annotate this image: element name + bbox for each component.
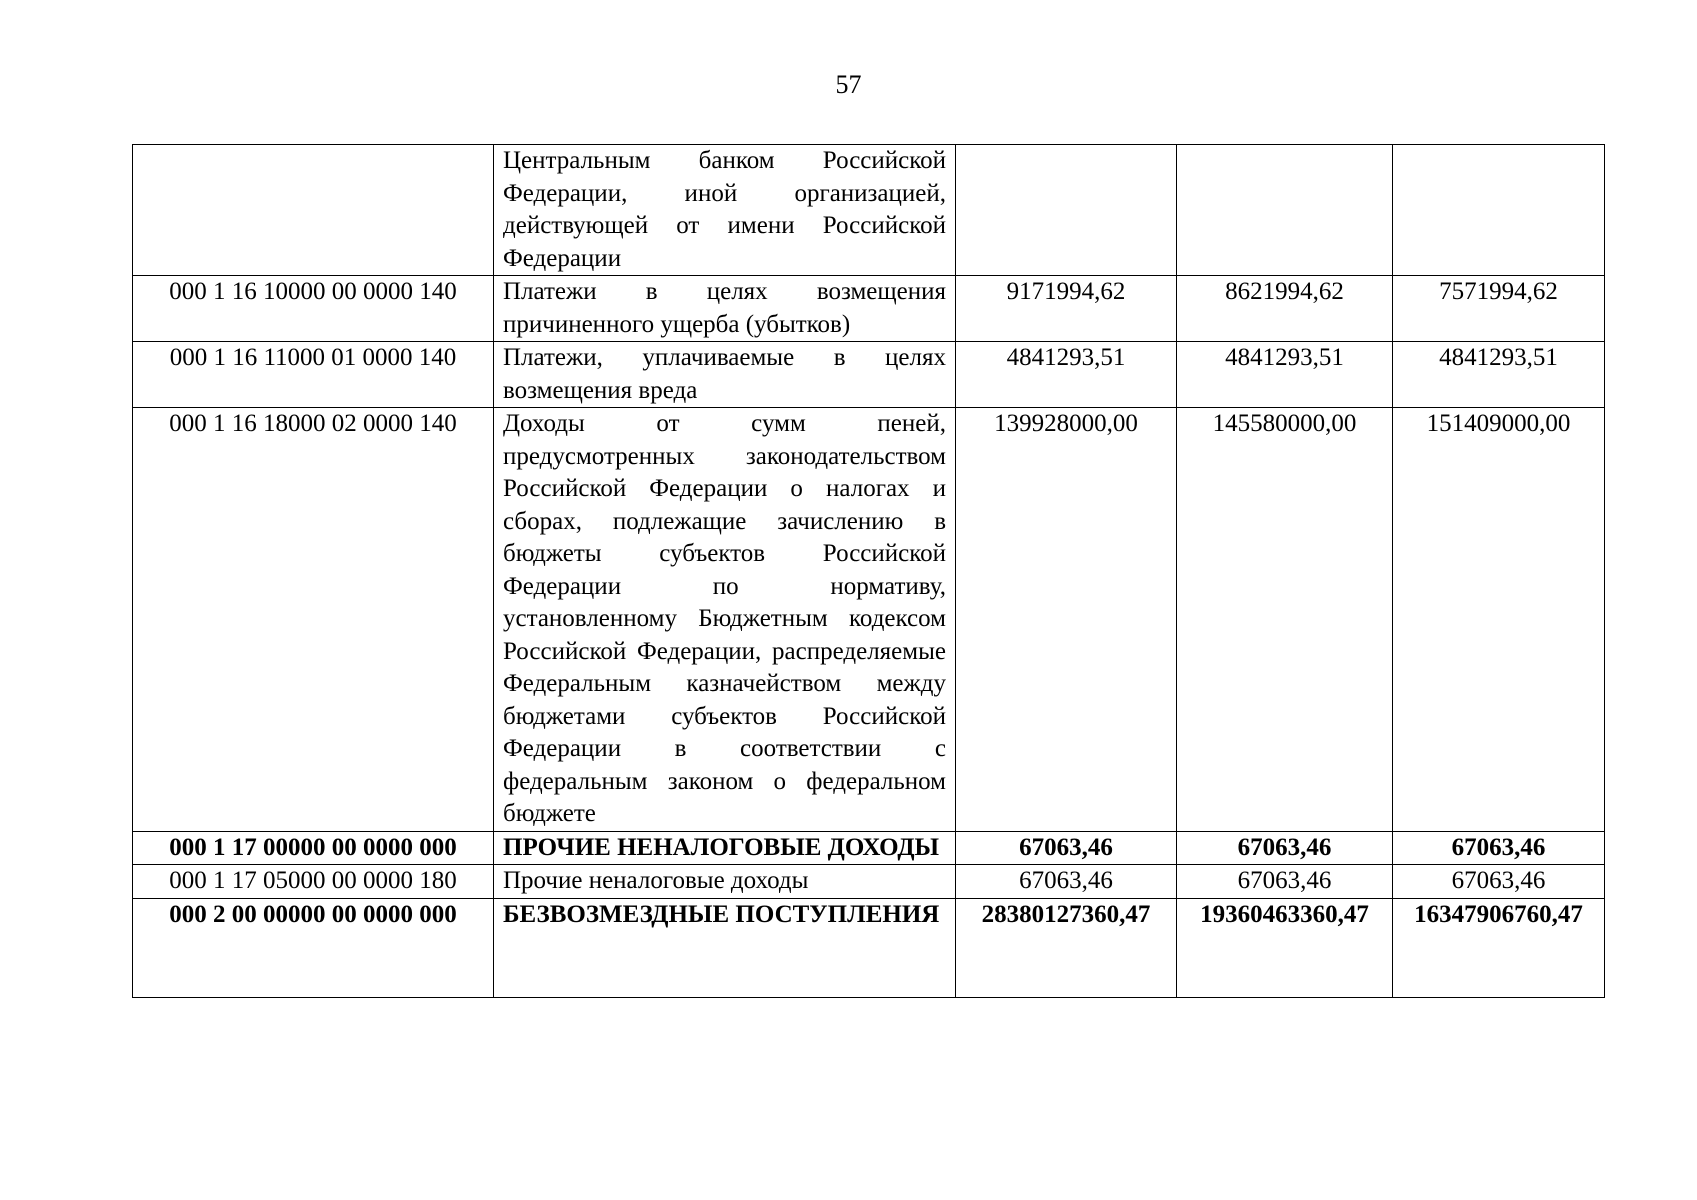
table-row xyxy=(133,408,1605,832)
amount-year1-cell: 9171994,62 xyxy=(956,276,1177,342)
budget-code-cell: 000 1 16 11000 01 0000 140 xyxy=(133,342,494,408)
amount-year2-cell: 67063,46 xyxy=(1177,865,1393,899)
amount-year1-cell: 4841293,51 xyxy=(956,342,1177,408)
amount-year3-cell: 16347906760,47 xyxy=(1393,898,1605,997)
amount-year3-cell xyxy=(1393,145,1605,276)
budget-code-cell: 000 1 16 18000 02 0000 140 xyxy=(133,408,494,832)
amount-year1-cell: 139928000,00 xyxy=(956,408,1177,832)
amount-year3-cell: 151409000,00 xyxy=(1393,408,1605,832)
budget-code-cell: 000 1 17 00000 00 0000 000 xyxy=(133,831,494,865)
budget-code-cell: 000 1 17 05000 00 0000 180 xyxy=(133,865,494,899)
table-row xyxy=(133,865,1605,899)
revenue-name-cell: ПРОЧИЕ НЕНАЛОГОВЫЕ ДОХОДЫ xyxy=(494,831,956,865)
revenue-name-cell: Платежи, уплачиваемые в целях возмещения вреда xyxy=(494,342,956,408)
table-row-section-total xyxy=(133,898,1605,997)
table-row xyxy=(133,342,1605,408)
page-number: 57 xyxy=(835,70,862,99)
amount-year2-cell: 19360463360,47 xyxy=(1177,898,1393,997)
amount-year2-cell: 67063,46 xyxy=(1177,831,1393,865)
amount-year2-cell: 145580000,00 xyxy=(1177,408,1393,832)
amount-year3-cell: 67063,46 xyxy=(1393,865,1605,899)
budget-code-cell: 000 1 16 10000 00 0000 140 xyxy=(133,276,494,342)
table-row xyxy=(133,276,1605,342)
amount-year1-cell: 28380127360,47 xyxy=(956,898,1177,997)
amount-year1-cell: 67063,46 xyxy=(956,831,1177,865)
revenue-name-cell: Доходы от сумм пеней, предусмотренных законодательством Российской Федерации о налогах и сборах, подлежащие зачислению в бюджеты субъектов Российской Федерации по нормативу, установленному Бюджетным кодексом Российской Федерации, распределяемые Федеральным казначейством между бюджетами субъектов Российской Федерации в соответствии с федеральным законом о федеральном бюджете xyxy=(494,408,956,832)
amount-year1-cell: 67063,46 xyxy=(956,865,1177,899)
amount-year2-cell: 4841293,51 xyxy=(1177,342,1393,408)
revenue-name-cell: Центральным банком Российской Федерации, иной организацией, действующей от имени Российской Федерации xyxy=(494,145,956,276)
revenue-name-cell: Платежи в целях возмещения причиненного ущерба (убытков) xyxy=(494,276,956,342)
amount-year2-cell xyxy=(1177,145,1393,276)
budget-code-cell xyxy=(133,145,494,276)
revenue-name-cell: БЕЗВОЗМЕЗДНЫЕ ПОСТУПЛЕНИЯ xyxy=(494,898,956,997)
table-row-section-total xyxy=(133,831,1605,865)
amount-year3-cell: 4841293,51 xyxy=(1393,342,1605,408)
amount-year3-cell: 7571994,62 xyxy=(1393,276,1605,342)
amount-year3-cell: 67063,46 xyxy=(1393,831,1605,865)
amount-year1-cell xyxy=(956,145,1177,276)
budget-code-cell: 000 2 00 00000 00 0000 000 xyxy=(133,898,494,997)
budget-revenue-table xyxy=(132,144,1605,998)
amount-year2-cell: 8621994,62 xyxy=(1177,276,1393,342)
revenue-name-cell: Прочие неналоговые доходы xyxy=(494,865,956,899)
table-row xyxy=(133,145,1605,276)
